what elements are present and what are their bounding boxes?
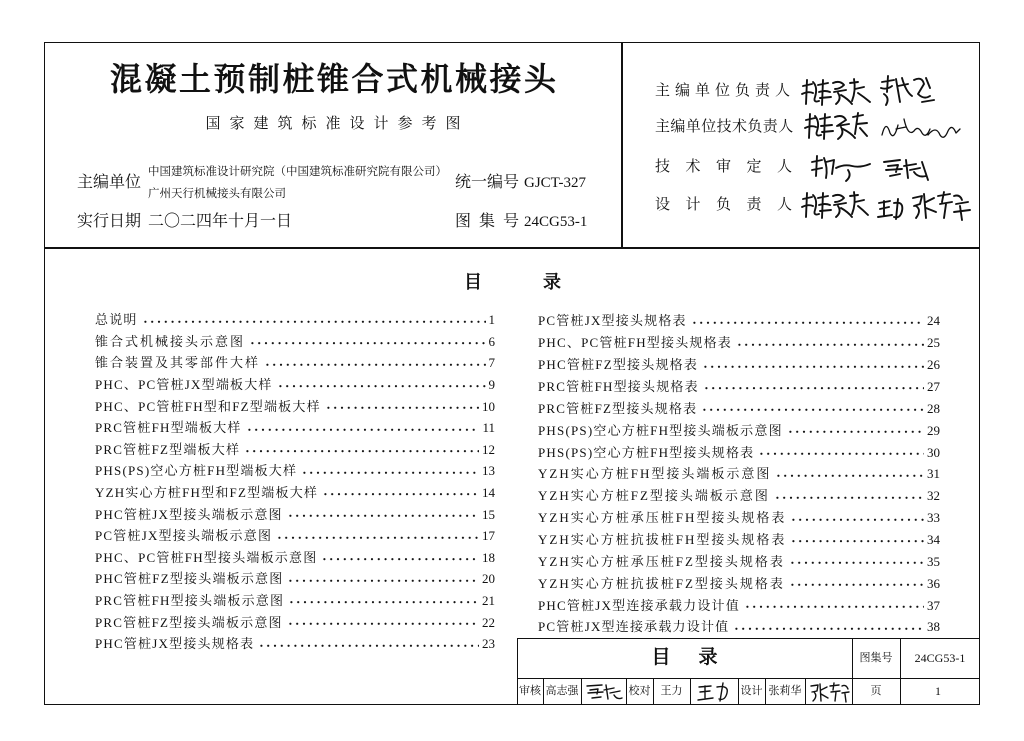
- toc-entry: [538, 376, 940, 398]
- toc-entry-title: YZH实心方桩承压桩FH型接头规格表: [538, 510, 787, 526]
- toc-entry-page-number: 6: [488, 333, 495, 349]
- toc-leader-dots: [774, 485, 924, 507]
- title-block-designer: 张莉华: [768, 685, 802, 697]
- toc-entry-title: PHC、PC管桩FH型和FZ型端板大样: [95, 398, 321, 414]
- title-block-atlas-label: 图集号: [859, 652, 893, 664]
- toc-leader-dots: [703, 376, 924, 398]
- toc-entry-title: PRC管桩FH型接头端板示意图: [95, 593, 285, 609]
- toc-entry: [538, 572, 940, 594]
- toc-entry-title: YZH实心方桩承压桩FZ型接头规格表: [538, 553, 785, 569]
- toc-entry: [538, 397, 940, 419]
- toc-leader-dots: [287, 503, 479, 525]
- title-block-divider: [805, 678, 806, 705]
- toc-entry: [95, 482, 495, 504]
- toc-entry-page-number: 25: [927, 335, 940, 351]
- toc-entry-page-number: 24: [927, 313, 940, 329]
- toc-leader-dots: [322, 482, 479, 504]
- toc-entry-page-number: 37: [927, 597, 940, 613]
- toc-entry-page-number: 34: [927, 532, 940, 548]
- toc-entry-page-number: 22: [482, 614, 495, 630]
- toc-entry: [95, 460, 495, 482]
- toc-entry-title: PHC、PC管桩FH型接头端板示意图: [95, 549, 318, 565]
- title-block-review-label: 审核: [519, 685, 541, 697]
- toc-entry-page-number: 20: [482, 571, 495, 587]
- toc-entry: [95, 547, 495, 569]
- toc-entry: [538, 441, 940, 463]
- toc-entry-page-number: 27: [927, 379, 940, 394]
- toc-entry-page-number: 17: [482, 528, 495, 544]
- toc-entry-page-number: 13: [482, 463, 495, 479]
- toc-entry-title: PRC管桩FH型端板大样: [95, 420, 242, 436]
- toc-entry-title: 锥合装置及其零部件大样: [95, 355, 261, 371]
- toc-entry-page-number: 10: [482, 398, 495, 414]
- title-block-reviewer: 高志强: [545, 685, 579, 697]
- toc-leader-dots: [277, 374, 486, 396]
- signature-reviewer: [584, 681, 624, 703]
- toc-entry-title: YZH实心方桩抗拔桩FZ型接头规格表: [538, 575, 785, 591]
- toc-entry: [95, 633, 495, 655]
- title-block-divider: [581, 678, 582, 705]
- toc-entry: [538, 310, 940, 332]
- toc-entry-title: PHC、PC管桩FH型接头规格表: [538, 335, 733, 351]
- toc-entry-title: PC管桩JX型连接承载力设计值: [538, 619, 730, 635]
- toc-entry: [95, 568, 495, 590]
- toc-entry-title: PHC管桩FZ型接头规格表: [538, 357, 699, 373]
- signature-design-lead-3: [910, 190, 972, 222]
- toc-entry: [538, 616, 940, 638]
- toc-entry-page-number: 35: [927, 553, 940, 569]
- title-block-sheet-name: 目录: [651, 647, 746, 668]
- toc-entry-page-number: 14: [482, 485, 495, 501]
- toc-entry: [95, 395, 495, 417]
- toc-entry-page-number: 36: [927, 575, 940, 591]
- title-block-page-label: 页: [870, 685, 882, 697]
- toc-entry-title: YZH实心方桩FH型和FZ型端板大样: [95, 485, 319, 501]
- toc-entry: [538, 529, 940, 551]
- toc-entry-page-number: 9: [488, 377, 495, 393]
- toc-leader-dots: [790, 529, 924, 551]
- title-block-check-label: 校对: [628, 685, 651, 697]
- toc-entry-title: 总说明: [95, 312, 138, 328]
- toc-entry-title: PHC、PC管桩JX型端板大样: [95, 377, 273, 393]
- toc-entry-title: PHS(PS)空心方桩FH型接头端板示意图: [538, 422, 783, 438]
- title-block-page-value: 1: [935, 684, 941, 698]
- toc-entry-title: PRC管桩FZ型接头端板示意图: [95, 614, 283, 630]
- toc-entry: [538, 354, 940, 376]
- toc-leader-dots: [325, 395, 479, 417]
- toc-entry-title: PC管桩JX型接头规格表: [538, 313, 687, 329]
- toc-leader-dots: [789, 550, 924, 572]
- toc-entry: [95, 503, 495, 525]
- role-technical-approver: 技术审定人: [655, 159, 808, 175]
- atlas-number-label: 图集号: [455, 213, 528, 230]
- toc-entry: [95, 525, 495, 547]
- toc-leader-dots: [702, 354, 924, 376]
- toc-leader-dots: [276, 525, 479, 547]
- toc-entry-page-number: 31: [927, 466, 940, 482]
- toc-right-column: [538, 310, 940, 638]
- toc-entry: [538, 419, 940, 441]
- toc-leader-dots: [758, 441, 924, 463]
- toc-entry: [95, 590, 495, 612]
- serial-number-value: GJCT-327: [524, 175, 586, 191]
- toc-entry: [95, 309, 495, 331]
- toc-entry-page-number: 28: [927, 400, 940, 416]
- toc-entry: [538, 507, 940, 529]
- toc-entry: [95, 417, 495, 439]
- toc-entry-page-number: 11: [482, 420, 495, 436]
- toc-leader-dots: [744, 594, 924, 616]
- header-divider-line: [44, 247, 980, 249]
- atlas-subtitle: 国家建筑标准设计参考图: [205, 116, 470, 132]
- toc-entry-title: PRC管桩FZ型接头规格表: [538, 400, 698, 416]
- toc-entry: [95, 439, 495, 461]
- signature-editor-unit-head-2: [878, 74, 936, 108]
- toc-entry: [538, 594, 940, 616]
- toc-entry-page-number: 30: [927, 444, 940, 460]
- toc-entry: [538, 463, 940, 485]
- toc-entry-page-number: 32: [927, 488, 940, 504]
- title-block-checker: 王力: [660, 685, 683, 697]
- toc-entry: [95, 331, 495, 353]
- title-block-design-label: 设计: [740, 685, 763, 697]
- toc-leader-dots: [701, 397, 924, 419]
- toc-leader-dots: [321, 547, 479, 569]
- toc-entry: [538, 485, 940, 507]
- signature-design-lead-1: [800, 190, 870, 220]
- toc-entry-title: PRC管桩FZ型端板大样: [95, 441, 241, 457]
- signature-technical-approver-2: [880, 156, 932, 182]
- toc-entry-title: YZH实心方桩抗拔桩FH型接头规格表: [538, 532, 787, 548]
- toc-entry-page-number: 21: [482, 593, 495, 609]
- toc-leader-dots: [736, 332, 924, 354]
- toc-entry-page-number: 18: [482, 549, 495, 565]
- toc-entry: [95, 374, 495, 396]
- toc-leader-dots: [775, 463, 924, 485]
- toc-entry-title: YZH实心方桩FH型接头端板示意图: [538, 466, 772, 482]
- toc-entry-page-number: 1: [488, 312, 495, 328]
- toc-entry: [95, 611, 495, 633]
- role-editor-unit-head: 主编单位负责人: [655, 83, 796, 99]
- toc-entry-page-number: 29: [927, 422, 940, 438]
- toc-leader-dots: [733, 616, 924, 638]
- atlas-number-value: 24CG53-1: [524, 214, 588, 230]
- signature-technical-head-2: [880, 115, 962, 141]
- toc-entry-page-number: 26: [927, 357, 940, 373]
- editor-unit-primary: 中国建筑标准设计研究院（中国建筑标准研究院有限公司）: [148, 166, 447, 178]
- toc-entry: [95, 352, 495, 374]
- serial-number-label: 统一编号: [455, 174, 520, 191]
- toc-leader-dots: [287, 611, 479, 633]
- toc-leader-dots: [789, 572, 924, 594]
- signature-checker: [695, 681, 735, 703]
- toc-entry-page-number: 12: [482, 441, 495, 457]
- toc-entry-title: PHS(PS)空心方桩FH型接头规格表: [538, 444, 755, 460]
- atlas-title: 混凝土预制桩锥合式机械接头: [109, 61, 559, 97]
- toc-leader-dots: [142, 309, 486, 331]
- toc-entry-title: PHC管桩JX型连接承载力设计值: [538, 597, 740, 613]
- title-block-divider: [690, 678, 691, 705]
- toc-entry: [538, 332, 940, 354]
- toc-leader-dots: [288, 590, 479, 612]
- toc-entry-title: PRC管桩FH型接头规格表: [538, 379, 699, 394]
- editor-unit-label: 主编单位: [77, 174, 142, 191]
- title-block-atlas-value: 24CG53-1: [914, 651, 966, 665]
- toc-leader-dots: [287, 568, 479, 590]
- signature-designer: [808, 681, 850, 703]
- toc-leader-dots: [787, 419, 924, 441]
- toc-entry-title: PHC管桩JX型接头规格表: [95, 636, 255, 652]
- signature-technical-approver-1: [808, 152, 874, 182]
- effective-date-label: 实行日期: [77, 213, 142, 230]
- toc-entry-page-number: 15: [482, 506, 495, 522]
- toc-entry-title: YZH实心方桩FZ型接头端板示意图: [538, 488, 770, 504]
- toc-leader-dots: [264, 352, 485, 374]
- toc-entry-title: PHS(PS)空心方桩FH型端板大样: [95, 463, 298, 479]
- toc-leader-dots: [691, 310, 924, 332]
- toc-leader-dots: [244, 439, 479, 461]
- toc-entry: [538, 550, 940, 572]
- toc-leader-dots: [258, 633, 479, 655]
- toc-leader-dots: [246, 417, 480, 439]
- toc-entry-title: PC管桩JX型接头端板示意图: [95, 528, 273, 544]
- editor-unit-secondary: 广州天行机械接头有限公司: [148, 188, 286, 200]
- toc-entry-page-number: 23: [482, 636, 495, 652]
- toc-entry-title: PHC管桩FZ型接头端板示意图: [95, 571, 284, 587]
- toc-entry-page-number: 33: [927, 510, 940, 526]
- toc-heading: 目录: [464, 272, 622, 292]
- role-design-lead: 设计负责人: [655, 197, 808, 213]
- toc-leader-dots: [249, 331, 485, 353]
- toc-entry-page-number: 38: [927, 619, 940, 635]
- signature-technical-head-1: [803, 112, 869, 142]
- signature-editor-unit-head-1: [800, 77, 872, 107]
- toc-entry-title: 锥合式机械接头示意图: [95, 333, 246, 349]
- effective-date-value: 二〇二四年十月一日: [148, 213, 293, 230]
- toc-leader-dots: [790, 507, 924, 529]
- toc-leader-dots: [301, 460, 479, 482]
- toc-left-column: [95, 309, 495, 655]
- toc-entry-title: PHC管桩JX型接头端板示意图: [95, 506, 283, 522]
- signature-design-lead-2: [876, 195, 908, 221]
- role-editor-unit-technical-head: 主编单位技术负责人: [655, 119, 794, 135]
- toc-entry-page-number: 7: [488, 355, 495, 371]
